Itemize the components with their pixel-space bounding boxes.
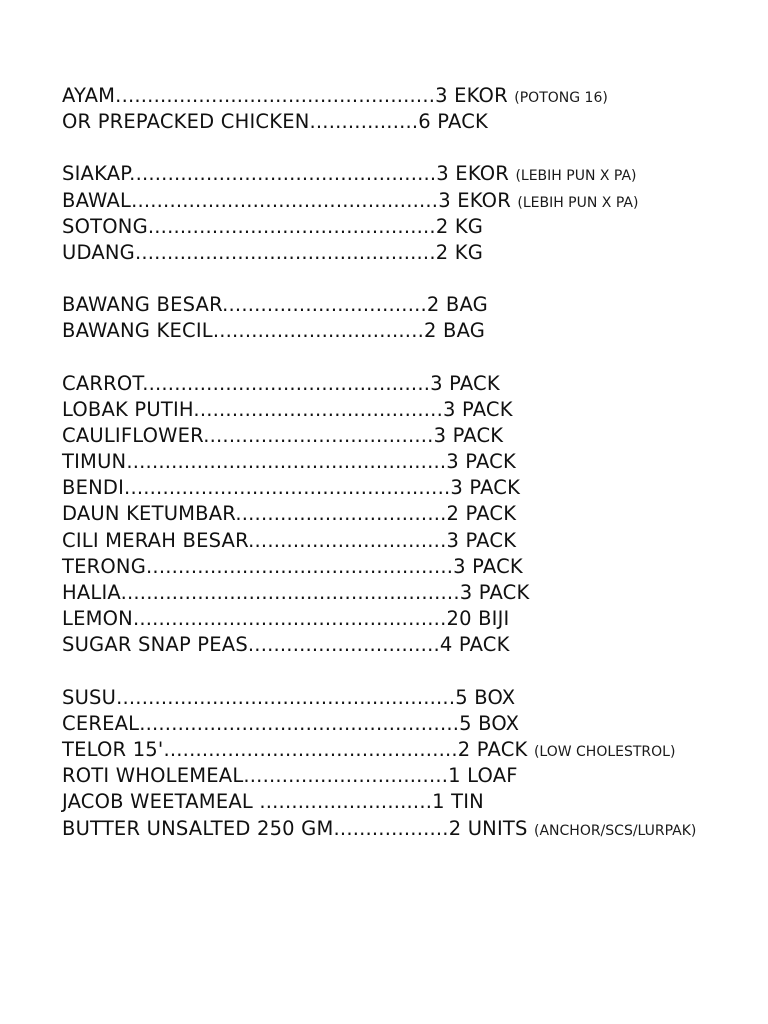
item-text: LEMON.................................................20 BIJI: [62, 607, 510, 631]
list-item: [62, 397, 762, 423]
shopping-list: [62, 83, 762, 842]
list-group-breakfast: [62, 685, 762, 842]
item-text: JACOB WEETAMEAL ...........................1 TIN: [62, 790, 484, 814]
item-text: TELOR 15'..............................................2 PACK: [62, 737, 528, 761]
item-note: (LOW CHOLESTROL): [533, 743, 676, 760]
item-text: AYAM..................................................3 EKOR: [62, 84, 508, 107]
list-item: [62, 501, 762, 527]
list-item: [62, 475, 762, 501]
item-note: (POTONG 16): [514, 90, 608, 106]
item-text: CILI MERAH BESAR...............................3 PACK: [62, 528, 517, 552]
list-item: [62, 240, 762, 266]
item-text: ROTI WHOLEMEAL................................1 LOAF: [62, 764, 518, 788]
item-text: CEREAL..................................................5 BOX: [62, 711, 520, 735]
item-text: CARROT.............................................3 PACK: [62, 371, 500, 395]
list-item: [62, 214, 762, 240]
list-item: [62, 188, 762, 214]
item-text: BENDI...................................................3 PACK: [62, 476, 521, 500]
list-group-chicken: [62, 83, 762, 135]
list-item: [62, 580, 762, 606]
list-item: [62, 763, 762, 789]
list-group-vegetables: [62, 371, 762, 659]
item-text: BAWAL................................................3 EKOR: [62, 188, 511, 212]
item-note: (LEBIH PUN X PA): [517, 194, 639, 211]
list-item: [62, 318, 762, 344]
item-text: CAULIFLOWER....................................3 PACK: [62, 423, 504, 447]
list-item: [62, 109, 762, 135]
item-text: BAWANG BESAR................................2 BAG: [62, 293, 488, 317]
item-note: (ANCHOR/SCS/LURPAK): [534, 822, 697, 839]
list-item: [62, 632, 762, 658]
list-group-onions: [62, 292, 762, 344]
item-text: SUSU.....................................................5 BOX: [62, 685, 516, 709]
list-item: [62, 371, 762, 397]
item-text: LOBAK PUTIH.......................................3 PACK: [62, 397, 513, 421]
list-item: [62, 161, 762, 187]
item-text: BUTTER UNSALTED 250 GM..................2 UNITS: [62, 816, 528, 840]
item-note: (LEBIH PUN X PA): [515, 168, 637, 185]
item-text: HALIA.....................................................3 PACK: [62, 581, 530, 604]
list-item: [62, 554, 762, 580]
item-text: TERONG................................................3 PACK: [62, 554, 523, 578]
item-text: BAWANG KECIL.................................2 BAG: [62, 319, 486, 343]
list-item: [62, 711, 762, 737]
item-text: SIAKAP................................................3 EKOR: [62, 162, 510, 186]
item-text: UDANG...............................................2 KG: [62, 240, 484, 264]
list-item: [62, 685, 762, 711]
item-text: OR PREPACKED CHICKEN.................6 PACK: [62, 110, 489, 134]
item-text: SOTONG.............................................2 KG: [62, 214, 484, 238]
list-item: [62, 528, 762, 554]
item-text: SUGAR SNAP PEAS..............................4 PACK: [62, 633, 510, 657]
list-item: [62, 423, 762, 449]
list-group-seafood: [62, 161, 762, 266]
list-item: [62, 737, 762, 763]
list-item: [62, 292, 762, 318]
list-item: [62, 449, 762, 475]
item-text: DAUN KETUMBAR.................................2 PACK: [62, 502, 517, 526]
list-item: [62, 606, 762, 632]
list-item: [62, 816, 762, 842]
item-text: TIMUN..................................................3 PACK: [62, 450, 516, 474]
list-item: [62, 789, 762, 815]
list-item: [62, 83, 762, 109]
